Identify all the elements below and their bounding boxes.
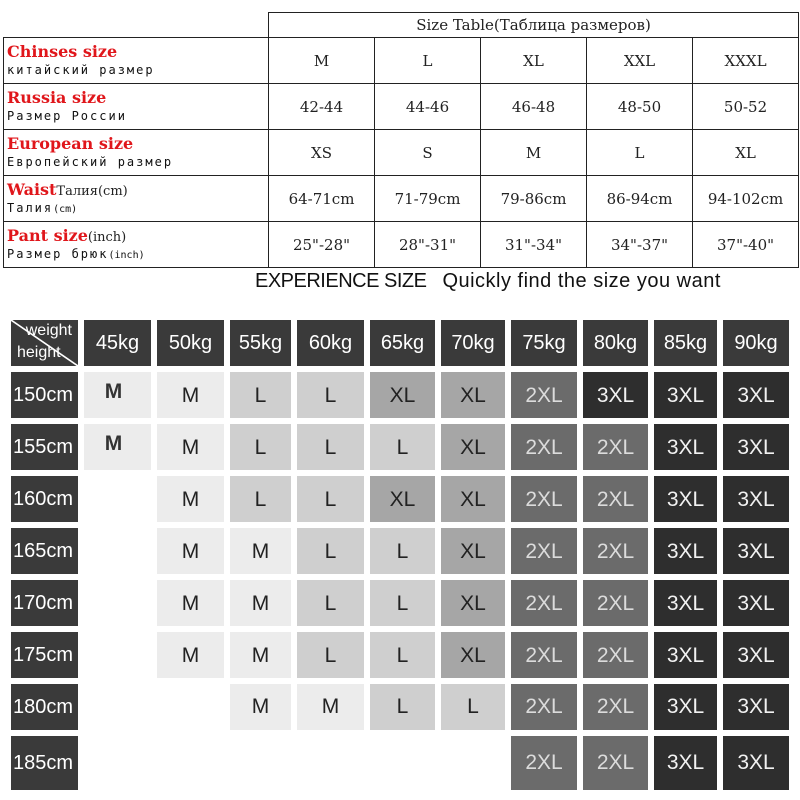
- size-cell: 3XL: [720, 733, 792, 793]
- size-value: 44-46: [375, 84, 481, 130]
- size-cell: 2XL: [580, 681, 651, 733]
- size-cell: 2XL: [508, 629, 580, 681]
- size-cell: L: [294, 577, 367, 629]
- grid-corner: [8, 317, 81, 369]
- size-value: XL: [693, 130, 799, 176]
- size-cell: 2XL: [508, 421, 580, 473]
- size-cell: [227, 733, 294, 793]
- size-sublabel: Размер России: [7, 109, 127, 123]
- size-cell: M: [227, 629, 294, 681]
- size-value: 50-52: [693, 84, 799, 130]
- size-cell: L: [438, 681, 508, 733]
- size-label: Russia size: [7, 88, 107, 107]
- size-cell: M: [81, 421, 154, 473]
- size-cell: XL: [367, 473, 438, 525]
- size-cell: XL: [367, 369, 438, 421]
- size-cell: XL: [438, 525, 508, 577]
- size-cell: M: [154, 525, 227, 577]
- size-cell: 3XL: [651, 681, 720, 733]
- size-cell: 2XL: [580, 629, 651, 681]
- size-cell: XL: [438, 473, 508, 525]
- size-cell: [367, 733, 438, 793]
- size-row-chinese: [4, 38, 799, 84]
- size-value: XL: [481, 38, 587, 84]
- size-cell: 3XL: [580, 369, 651, 421]
- size-cell: L: [294, 369, 367, 421]
- size-value: 28"-31": [375, 222, 481, 268]
- size-cell: 3XL: [720, 369, 792, 421]
- size-cell: [81, 681, 154, 733]
- size-cell: M: [227, 525, 294, 577]
- height-header: 185cm: [8, 733, 81, 793]
- size-value: 71-79cm: [375, 176, 481, 222]
- size-label: Chinses size: [7, 42, 118, 61]
- size-cell: L: [227, 421, 294, 473]
- size-cell: 3XL: [720, 629, 792, 681]
- height-header: 165cm: [8, 525, 81, 577]
- size-value: XS: [269, 130, 375, 176]
- weight-header: 55kg: [227, 317, 294, 369]
- size-cell: 2XL: [580, 525, 651, 577]
- weight-header: 90kg: [720, 317, 792, 369]
- size-cell: M: [81, 369, 154, 421]
- height-header: 150cm: [8, 369, 81, 421]
- size-cell: 3XL: [651, 369, 720, 421]
- size-cell: L: [227, 473, 294, 525]
- size-cell: 3XL: [720, 681, 792, 733]
- size-cell: 3XL: [651, 473, 720, 525]
- size-row-label: [4, 84, 269, 130]
- size-value: 25"-28": [269, 222, 375, 268]
- size-cell: 3XL: [720, 577, 792, 629]
- size-cell: 3XL: [651, 525, 720, 577]
- size-value: L: [587, 130, 693, 176]
- size-cell: M: [294, 681, 367, 733]
- weight-header: 60kg: [294, 317, 367, 369]
- size-sublabel: Размер брюк: [7, 247, 109, 261]
- experience-size-grid: [8, 317, 792, 793]
- size-cell: XL: [438, 629, 508, 681]
- size-value: 37"-40": [693, 222, 799, 268]
- corner-height-label: height: [17, 344, 61, 361]
- size-cell: XL: [438, 369, 508, 421]
- size-cell: L: [367, 525, 438, 577]
- size-value: XXL: [587, 38, 693, 84]
- size-cell: [438, 733, 508, 793]
- size-sublabel: Европейский размер: [7, 155, 174, 169]
- size-value: XXXL: [693, 38, 799, 84]
- size-cell: L: [367, 421, 438, 473]
- size-row-waist: [4, 176, 799, 222]
- size-cell: M: [227, 681, 294, 733]
- size-value: 46-48: [481, 84, 587, 130]
- height-header: 160cm: [8, 473, 81, 525]
- size-row-european: [4, 130, 799, 176]
- size-value: L: [375, 38, 481, 84]
- size-table-caption: Size Table(Таблица размеров): [269, 13, 799, 38]
- weight-header: 85kg: [651, 317, 720, 369]
- size-value: M: [481, 130, 587, 176]
- size-cell: M: [154, 369, 227, 421]
- size-cell: 2XL: [580, 473, 651, 525]
- size-label: European size: [7, 134, 134, 153]
- size-row-label: WaistТалия(cm) Талия(cm): [4, 176, 269, 222]
- size-label: Waist: [7, 180, 57, 199]
- size-cell: L: [227, 369, 294, 421]
- weight-header: 50kg: [154, 317, 227, 369]
- size-value: 31"-34": [481, 222, 587, 268]
- size-cell: [154, 681, 227, 733]
- size-cell: [81, 577, 154, 629]
- size-cell: [81, 525, 154, 577]
- weight-header: 65kg: [367, 317, 438, 369]
- size-cell: [81, 473, 154, 525]
- size-cell: L: [367, 577, 438, 629]
- experience-tagline: Quickly find the size you want: [442, 270, 721, 292]
- size-cell: [81, 733, 154, 793]
- size-value: 64-71cm: [269, 176, 375, 222]
- height-header: 170cm: [8, 577, 81, 629]
- size-label: Pant size: [7, 226, 88, 245]
- size-cell: 2XL: [508, 525, 580, 577]
- size-cell: L: [294, 473, 367, 525]
- experience-label: EXPERIENCE SIZE: [255, 270, 427, 292]
- size-cell: 2XL: [508, 473, 580, 525]
- size-table: [3, 12, 799, 268]
- size-value: 94-102cm: [693, 176, 799, 222]
- size-cell: 2XL: [580, 577, 651, 629]
- size-sublabel: Талия: [7, 201, 54, 215]
- size-cell: 3XL: [720, 525, 792, 577]
- size-value: S: [375, 130, 481, 176]
- size-cell: M: [154, 473, 227, 525]
- height-header: 180cm: [8, 681, 81, 733]
- size-cell: 3XL: [651, 421, 720, 473]
- size-cell: 3XL: [720, 421, 792, 473]
- size-row-label: [4, 130, 269, 176]
- weight-header: 45kg: [81, 317, 154, 369]
- size-row-label: Pant size(inch) Размер брюк(inch): [4, 222, 269, 268]
- size-cell: 3XL: [651, 629, 720, 681]
- size-cell: 2XL: [580, 421, 651, 473]
- size-cell: 3XL: [651, 577, 720, 629]
- size-value: 42-44: [269, 84, 375, 130]
- size-cell: 2XL: [508, 733, 580, 793]
- size-cell: L: [367, 629, 438, 681]
- size-cell: M: [154, 629, 227, 681]
- size-cell: M: [227, 577, 294, 629]
- size-row-russia: [4, 84, 799, 130]
- size-cell: 2XL: [580, 733, 651, 793]
- size-cell: 2XL: [508, 369, 580, 421]
- weight-header: 70kg: [438, 317, 508, 369]
- size-cell: XL: [438, 577, 508, 629]
- size-value: 48-50: [587, 84, 693, 130]
- size-table-caption-row: [4, 13, 799, 38]
- size-cell: [81, 629, 154, 681]
- size-value: 79-86cm: [481, 176, 587, 222]
- size-cell: L: [294, 629, 367, 681]
- size-value: M: [269, 38, 375, 84]
- size-cell: L: [294, 421, 367, 473]
- size-row-pant: [4, 222, 799, 268]
- corner-weight-label: weight: [25, 322, 72, 339]
- size-cell: M: [154, 421, 227, 473]
- size-value: 86-94cm: [587, 176, 693, 222]
- size-cell: 2XL: [508, 577, 580, 629]
- size-cell: [294, 733, 367, 793]
- size-cell: XL: [438, 421, 508, 473]
- size-value: 34"-37": [587, 222, 693, 268]
- size-sublabel: китайский размер: [7, 63, 155, 77]
- size-cell: 3XL: [720, 473, 792, 525]
- height-header: 155cm: [8, 421, 81, 473]
- experience-headline: [255, 270, 721, 293]
- size-cell: M: [154, 577, 227, 629]
- size-cell: L: [294, 525, 367, 577]
- size-cell: 2XL: [508, 681, 580, 733]
- weight-header: 75kg: [508, 317, 580, 369]
- size-row-label: [4, 38, 269, 84]
- height-header: 175cm: [8, 629, 81, 681]
- size-cell: [154, 733, 227, 793]
- size-cell: L: [367, 681, 438, 733]
- weight-header: 80kg: [580, 317, 651, 369]
- size-cell: 3XL: [651, 733, 720, 793]
